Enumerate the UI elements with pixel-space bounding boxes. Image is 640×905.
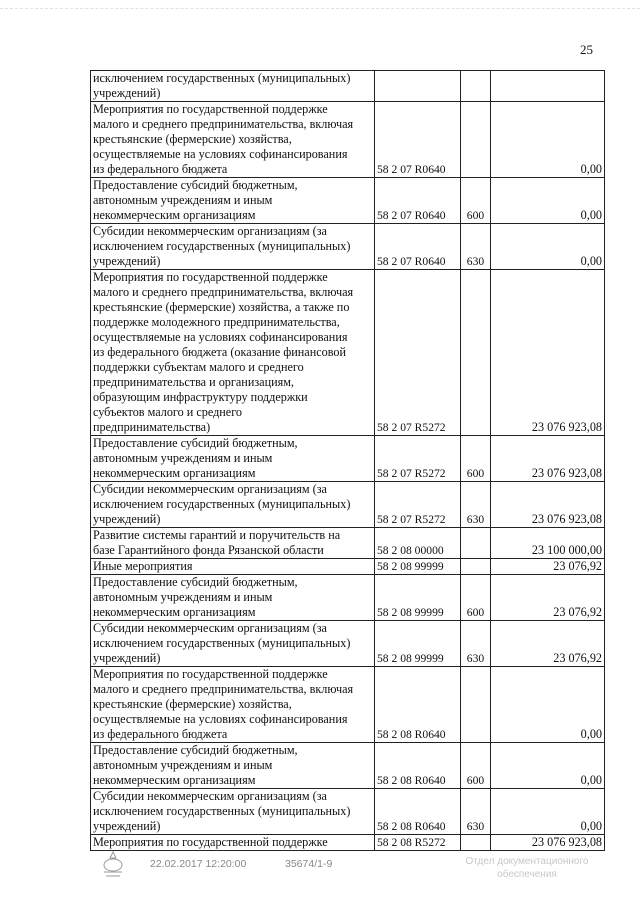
- row-vr-cell: 630: [461, 482, 491, 528]
- row-sum-cell: 0,00: [491, 102, 605, 178]
- row-code-cell: 58 2 07 R0640: [375, 178, 461, 224]
- row-sum-cell: 23 076 923,08: [491, 835, 605, 851]
- scan-edge-line: [0, 8, 640, 9]
- table-row: [91, 482, 605, 528]
- table-row: [91, 667, 605, 743]
- row-sum-cell: 23 076,92: [491, 559, 605, 575]
- table-row: [91, 178, 605, 224]
- row-code-cell: 58 2 07 R0640: [375, 102, 461, 178]
- row-vr-cell: 600: [461, 575, 491, 621]
- row-name-cell: Иные мероприятия: [91, 559, 375, 575]
- row-code-cell: 58 2 07 R5272: [375, 482, 461, 528]
- row-sum-cell: 0,00: [491, 743, 605, 789]
- row-sum-cell: 23 076 923,08: [491, 436, 605, 482]
- row-name-cell: Субсидии некоммерческим организациям (за исключением государственных (муниципальных) учреждений): [91, 224, 375, 270]
- row-name-cell: Мероприятия по государственной поддержке: [91, 835, 375, 851]
- row-code-cell: 58 2 07 R5272: [375, 270, 461, 436]
- row-sum-cell: 23 076,92: [491, 621, 605, 667]
- row-sum-cell: 23 076 923,08: [491, 270, 605, 436]
- row-name-cell: Субсидии некоммерческим организациям (за исключением государственных (муниципальных) учреждений): [91, 482, 375, 528]
- budget-table-body: [91, 71, 605, 851]
- table-row: [91, 436, 605, 482]
- row-name-cell: Предоставление субсидий бюджетным, автономным учреждениям и иным некоммерческим организациям: [91, 743, 375, 789]
- table-row: [91, 102, 605, 178]
- page-number: 25: [580, 42, 593, 57]
- row-vr-cell: 600: [461, 436, 491, 482]
- row-sum-cell: 0,00: [491, 667, 605, 743]
- table-row: [91, 71, 605, 102]
- row-sum-cell: 0,00: [491, 789, 605, 835]
- row-vr-cell: [461, 835, 491, 851]
- table-row: [91, 835, 605, 851]
- table-row: [91, 789, 605, 835]
- row-sum-cell: 0,00: [491, 178, 605, 224]
- row-sum-cell: 23 076,92: [491, 575, 605, 621]
- table-row: [91, 559, 605, 575]
- row-code-cell: [375, 71, 461, 102]
- row-vr-cell: 600: [461, 178, 491, 224]
- row-name-cell: Предоставление субсидий бюджетным, автономным учреждениям и иным некоммерческим организациям: [91, 436, 375, 482]
- table-row: [91, 743, 605, 789]
- row-name-cell: Субсидии некоммерческим организациям (за исключением государственных (муниципальных) учреждений): [91, 789, 375, 835]
- row-name-cell: Предоставление субсидий бюджетным, автономным учреждениям и иным некоммерческим организациям: [91, 575, 375, 621]
- row-name-cell: Субсидии некоммерческим организациям (за исключением государственных (муниципальных) учреждений): [91, 621, 375, 667]
- table-row: [91, 575, 605, 621]
- footer-doc-id: 35674/1-9: [285, 858, 333, 870]
- row-vr-cell: [461, 667, 491, 743]
- row-code-cell: 58 2 08 R0640: [375, 667, 461, 743]
- row-vr-cell: 630: [461, 789, 491, 835]
- table-row: [91, 270, 605, 436]
- row-code-cell: 58 2 08 99999: [375, 621, 461, 667]
- row-code-cell: 58 2 07 R5272: [375, 436, 461, 482]
- row-code-cell: 58 2 08 99999: [375, 559, 461, 575]
- row-vr-cell: 600: [461, 743, 491, 789]
- row-name-cell: Развитие системы гарантий и поручительств на базе Гарантийного фонда Рязанской области: [91, 528, 375, 559]
- row-vr-cell: [461, 559, 491, 575]
- table-row: [91, 621, 605, 667]
- table-row: [91, 224, 605, 270]
- row-sum-cell: [491, 71, 605, 102]
- table-row: [91, 528, 605, 559]
- row-sum-cell: 23 076 923,08: [491, 482, 605, 528]
- row-vr-cell: [461, 102, 491, 178]
- row-name-cell: исключением государственных (муниципальных) учреждений): [91, 71, 375, 102]
- row-code-cell: 58 2 08 99999: [375, 575, 461, 621]
- row-vr-cell: 630: [461, 224, 491, 270]
- watermark-stamp: Отдел документационного обеспечения: [465, 856, 589, 880]
- row-name-cell: Мероприятия по государственной поддержке малого и среднего предпринимательства, включая крестьянские (фермерские) хозяйства, осуществляемые на условиях софинансирования из федерального бюджета: [91, 102, 375, 178]
- row-vr-cell: [461, 270, 491, 436]
- stamp-icon: [100, 850, 126, 880]
- row-name-cell: Мероприятия по государственной поддержке малого и среднего предпринимательства, включая крестьянские (фермерские) хозяйства, осуществляемые на условиях софинансирования из федерального бюджета: [91, 667, 375, 743]
- row-code-cell: 58 2 08 R0640: [375, 789, 461, 835]
- row-name-cell: Предоставление субсидий бюджетным, автономным учреждениям и иным некоммерческим организациям: [91, 178, 375, 224]
- row-code-cell: 58 2 07 R0640: [375, 224, 461, 270]
- row-code-cell: 58 2 08 R0640: [375, 743, 461, 789]
- row-sum-cell: 23 100 000,00: [491, 528, 605, 559]
- footer-timestamp: 22.02.2017 12:20:00: [150, 858, 247, 870]
- row-name-cell: Мероприятия по государственной поддержке малого и среднего предпринимательства, включая крестьянские (фермерские) хозяйства, а также по поддержке молодежного предпринимательства, осуществляемые на условиях софинансирования из федерального бюджета (оказание финансовой поддержки субъектам малого и среднего предпринимательства и организациям, образующим инфраструктуру поддержки субъектов малого и среднего предпринимательства): [91, 270, 375, 436]
- row-sum-cell: 0,00: [491, 224, 605, 270]
- row-code-cell: 58 2 08 R5272: [375, 835, 461, 851]
- row-vr-cell: [461, 528, 491, 559]
- budget-table: [90, 70, 605, 851]
- row-vr-cell: [461, 71, 491, 102]
- row-code-cell: 58 2 08 00000: [375, 528, 461, 559]
- row-vr-cell: 630: [461, 621, 491, 667]
